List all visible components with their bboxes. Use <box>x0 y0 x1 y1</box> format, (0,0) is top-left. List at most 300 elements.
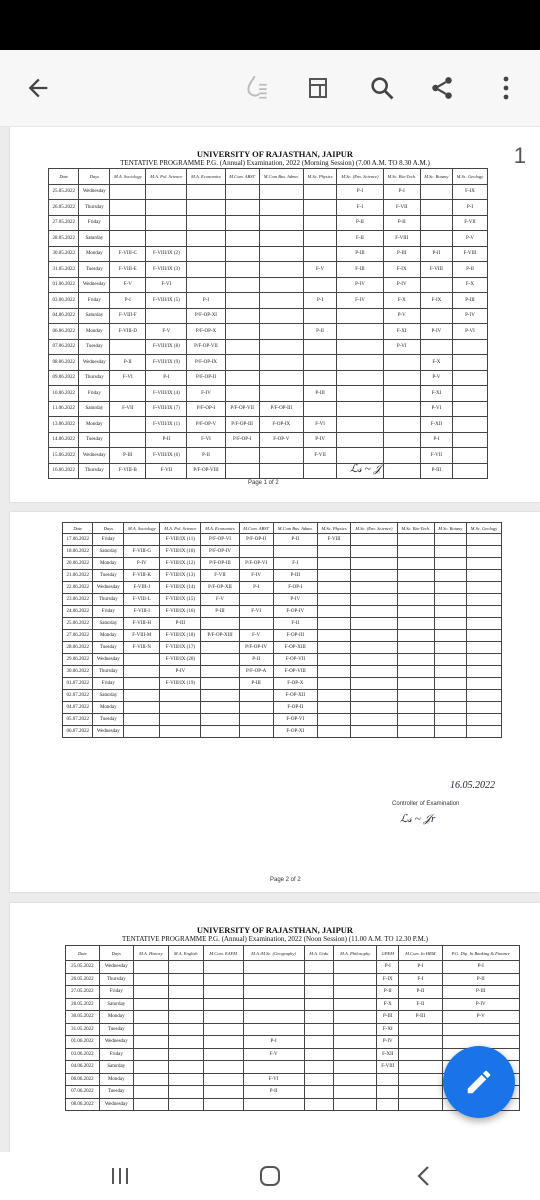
table-cell <box>377 1073 399 1086</box>
column-header: M.A. English <box>168 946 203 961</box>
table-cell: 30.05.2022 <box>49 246 79 262</box>
table-cell <box>397 618 434 630</box>
table-cell: P-II <box>399 986 442 999</box>
table-cell <box>273 546 317 558</box>
table-cell: 02.07.2022 <box>63 690 93 702</box>
back-chevron-icon[interactable] <box>394 1152 454 1200</box>
pencil-icon <box>464 1067 494 1097</box>
table-cell: P-IV <box>273 594 317 606</box>
table-cell: F-VIII <box>377 1061 399 1074</box>
table-cell: P-I <box>110 293 146 309</box>
page3-title: UNIVERSITY OF RAJASTHAN, JAIPUR <box>196 925 354 935</box>
table-cell <box>351 654 397 666</box>
column-header: M.Sc. (Env. Science) <box>351 523 397 534</box>
table-cell: 03.06.2022 <box>49 293 79 309</box>
table-cell <box>420 184 452 200</box>
table-cell: Monday <box>93 630 124 642</box>
table-cell <box>303 200 336 216</box>
table-cell: Monday <box>93 558 124 570</box>
table-cell <box>334 1036 377 1049</box>
table-cell: P-III <box>452 293 487 309</box>
table-cell <box>434 594 466 606</box>
table-cell <box>243 1061 304 1074</box>
table-cell: P-VI <box>452 324 487 340</box>
table-cell <box>187 231 225 247</box>
table-cell: 21.06.2022 <box>63 570 93 582</box>
table-cell <box>243 973 304 986</box>
table-cell <box>351 726 397 738</box>
table-cell <box>397 630 434 642</box>
table-cell <box>201 618 239 630</box>
table-cell <box>239 690 273 702</box>
column-header: M.Sc. Physics <box>303 169 336 185</box>
table-cell: F-OP-XII <box>273 690 317 702</box>
table-cell <box>466 594 501 606</box>
table-cell <box>351 582 397 594</box>
column-header: M.Com. EAFM <box>203 946 243 961</box>
table-row <box>49 432 488 448</box>
table-cell: P-II <box>110 355 146 371</box>
table-cell: Saturday <box>79 308 110 324</box>
table-cell <box>317 714 350 726</box>
table-row <box>63 714 502 726</box>
table-cell <box>334 1098 377 1111</box>
table-cell <box>304 1061 334 1074</box>
table-cell <box>110 184 146 200</box>
table-cell <box>351 642 397 654</box>
table-cell <box>334 1011 377 1024</box>
table-row <box>63 678 502 690</box>
table-cell: P-I <box>420 432 452 448</box>
table-cell <box>304 1023 334 1036</box>
table-cell <box>383 401 420 417</box>
page1-subtitle: TENTATIVE PROGRAMME P.G. (Annual) Examination, 2022 (Morning Session) (7.00 A.M. TO 8.30 A.M.) <box>120 159 430 167</box>
table-cell: F-VIII-N <box>124 642 160 654</box>
table-cell: F-II <box>273 618 317 630</box>
table-cell <box>351 618 397 630</box>
table-cell <box>434 534 466 546</box>
table-cell <box>259 355 303 371</box>
table-cell <box>397 666 434 678</box>
table-row <box>49 246 488 262</box>
column-header: GPEM <box>377 946 399 961</box>
table-cell: P-II <box>146 432 187 448</box>
table-cell <box>259 246 303 262</box>
table-cell <box>168 1036 203 1049</box>
table-cell: Friday <box>99 986 133 999</box>
table-cell: Wednesday <box>93 726 124 738</box>
table-cell: P-IV <box>160 666 201 678</box>
table-cell <box>304 1073 334 1086</box>
table-cell: F-IX <box>420 293 452 309</box>
pdf-viewer[interactable] <box>0 127 540 1152</box>
table-cell <box>304 1098 334 1111</box>
table-cell: F-VII <box>303 448 336 464</box>
table-cell <box>334 973 377 986</box>
back-arrow-icon[interactable] <box>14 50 62 126</box>
table-cell: 27.05.2022 <box>66 986 100 999</box>
table-cell: Saturday <box>93 546 124 558</box>
search-icon[interactable] <box>358 50 406 126</box>
table-cell: P/F-OP-XIII <box>201 630 239 642</box>
table-cell: 06.07.2022 <box>63 726 93 738</box>
table-cell <box>337 448 383 464</box>
column-header: Date <box>66 946 100 961</box>
table-cell: F-VIII <box>452 246 487 262</box>
table-cell <box>351 666 397 678</box>
table-row <box>63 558 502 570</box>
table-cell: P/F-OP-III <box>225 417 259 433</box>
table-cell <box>201 726 239 738</box>
table-cell: P/F-OP-X <box>187 324 225 340</box>
table-cell: F-VIII-J <box>124 582 160 594</box>
table-cell: 24.06.2022 <box>63 606 93 618</box>
document-outline-icon[interactable] <box>294 50 342 126</box>
table-cell: P-II <box>187 448 225 464</box>
table-cell <box>304 1036 334 1049</box>
table-cell: Thursday <box>79 200 110 216</box>
table-cell: 09.06.2022 <box>49 370 79 386</box>
table-cell: F-VIII/IX (7) <box>146 401 187 417</box>
table-cell <box>160 714 201 726</box>
table-cell <box>317 594 350 606</box>
table-cell <box>259 184 303 200</box>
table-cell: P-V <box>383 308 420 324</box>
table-cell: F-VII <box>201 570 239 582</box>
table-cell: 22.06.2022 <box>63 582 93 594</box>
table-cell <box>124 690 160 702</box>
table-cell <box>146 215 187 231</box>
table-cell <box>337 432 383 448</box>
table-cell <box>303 231 336 247</box>
schedule-table-morning-1 <box>48 168 488 479</box>
table-cell <box>203 1036 243 1049</box>
table-cell: F-VIII-K <box>124 570 160 582</box>
table-cell <box>225 293 259 309</box>
table-cell <box>168 1061 203 1074</box>
table-cell <box>110 386 146 402</box>
table-cell: P-V <box>442 1011 519 1024</box>
table-cell: 25.06.2022 <box>63 618 93 630</box>
table-cell <box>434 558 466 570</box>
table-cell <box>259 200 303 216</box>
table-cell <box>225 262 259 278</box>
column-header: M.Sc. Bio-Tech. <box>383 169 420 185</box>
table-cell: P/F-OP-III <box>259 401 303 417</box>
table-cell <box>452 463 487 479</box>
table-cell: P-IV <box>124 558 160 570</box>
table-cell <box>434 702 466 714</box>
schedule-table-morning-2 <box>62 522 502 738</box>
share-icon[interactable] <box>418 50 466 126</box>
table-cell: F-IX <box>452 184 487 200</box>
table-cell <box>225 200 259 216</box>
table-cell <box>243 1098 304 1111</box>
table-cell <box>201 714 239 726</box>
table-row <box>63 606 502 618</box>
table-cell <box>399 1098 442 1111</box>
table-cell <box>334 1023 377 1036</box>
table-cell: Thursday <box>79 463 110 479</box>
table-cell: 16.06.2022 <box>49 463 79 479</box>
table-cell: F-VIII/IX (17) <box>160 642 201 654</box>
column-header: M.Sc. Bio-Tech. <box>397 523 434 534</box>
table-row <box>66 973 520 986</box>
table-cell <box>133 1098 168 1111</box>
table-cell <box>466 546 501 558</box>
table-cell <box>168 1098 203 1111</box>
table-cell: F-VIII-G <box>124 546 160 558</box>
table-cell: Wednesday <box>79 277 110 293</box>
table-cell: P-I <box>239 582 273 594</box>
table-cell <box>259 339 303 355</box>
table-cell <box>168 1023 203 1036</box>
column-header: Date <box>49 169 79 185</box>
table-cell <box>397 534 434 546</box>
table-cell <box>351 534 397 546</box>
table-row <box>49 200 488 216</box>
table-cell: P-I <box>377 961 399 974</box>
table-cell: P-II <box>420 246 452 262</box>
table-cell: P-I <box>243 1036 304 1049</box>
table-cell <box>351 690 397 702</box>
table-cell <box>351 678 397 690</box>
table-cell: P-IV <box>420 324 452 340</box>
table-cell <box>397 654 434 666</box>
table-cell: F-VIII/IX (11) <box>160 534 201 546</box>
recents-icon[interactable] <box>90 1152 150 1200</box>
table-cell <box>160 702 201 714</box>
table-cell <box>133 986 168 999</box>
column-header: M.A. Sociology <box>110 169 146 185</box>
table-row <box>66 986 520 999</box>
table-cell <box>337 401 383 417</box>
table-cell <box>133 1011 168 1024</box>
table-cell <box>337 386 383 402</box>
table-cell <box>225 215 259 231</box>
table-cell <box>466 570 501 582</box>
table-cell: F-I <box>399 973 442 986</box>
column-header: M.A./M.Sc. (Geography) <box>243 946 304 961</box>
table-cell: P-IV <box>377 1036 399 1049</box>
table-cell: F-II <box>337 231 383 247</box>
table-cell <box>317 630 350 642</box>
table-cell: F-VIII/IX (14) <box>160 582 201 594</box>
table-cell <box>225 370 259 386</box>
table-cell <box>434 726 466 738</box>
table-cell <box>434 582 466 594</box>
table-cell <box>203 1086 243 1099</box>
table-cell: Wednesday <box>99 1036 133 1049</box>
table-cell <box>397 642 434 654</box>
table-cell: Friday <box>99 1048 133 1061</box>
signature-mark-2: ℒ𝓈 ~ 𝒥r <box>400 813 436 825</box>
table-cell: 29.06.2022 <box>63 654 93 666</box>
table-cell <box>434 570 466 582</box>
table-cell <box>434 690 466 702</box>
table-cell <box>187 246 225 262</box>
table-cell <box>168 1073 203 1086</box>
table-cell <box>434 642 466 654</box>
ink-drop-icon[interactable] <box>233 50 281 126</box>
table-cell: F-VIII/IX (3) <box>146 262 187 278</box>
table-cell: P-IV <box>303 432 336 448</box>
page2-footer: Page 2 of 2 <box>270 877 301 883</box>
table-cell <box>317 654 350 666</box>
table-cell: 01.06.2022 <box>66 1036 100 1049</box>
table-cell: F-OP-V <box>259 432 303 448</box>
table-cell: P-I <box>303 293 336 309</box>
table-cell <box>334 1086 377 1099</box>
table-cell: F-I <box>273 558 317 570</box>
table-cell <box>133 1023 168 1036</box>
table-cell: F-II <box>399 998 442 1011</box>
table-cell <box>399 1023 442 1036</box>
table-cell: P-III <box>201 606 239 618</box>
table-row <box>49 448 488 464</box>
table-cell <box>337 308 383 324</box>
table-cell: P-IV <box>383 277 420 293</box>
table-cell <box>351 714 397 726</box>
table-row <box>49 401 488 417</box>
table-cell <box>239 618 273 630</box>
table-cell <box>133 1036 168 1049</box>
table-cell <box>124 666 160 678</box>
table-cell <box>124 654 160 666</box>
table-cell <box>397 606 434 618</box>
table-cell <box>317 702 350 714</box>
table-cell <box>124 702 160 714</box>
table-cell <box>187 262 225 278</box>
table-cell: 13.06.2022 <box>49 417 79 433</box>
table-cell: Monday <box>99 1011 133 1024</box>
table-cell: Wednesday <box>99 961 133 974</box>
table-row <box>49 339 488 355</box>
table-cell: 04.07.2022 <box>63 702 93 714</box>
table-cell: F-V <box>110 277 146 293</box>
table-cell <box>466 714 501 726</box>
signature-date: 16.05.2022 <box>450 780 495 791</box>
table-cell <box>304 1048 334 1061</box>
table-cell <box>351 558 397 570</box>
table-cell: 01.07.2022 <box>63 678 93 690</box>
table-cell: F-OP-X <box>273 678 317 690</box>
table-cell: P-III <box>110 448 146 464</box>
table-cell: Friday <box>93 606 124 618</box>
table-cell <box>334 1061 377 1074</box>
table-row <box>66 1036 520 1049</box>
table-cell <box>168 1011 203 1024</box>
column-header: M.Sc. Geology <box>466 523 501 534</box>
table-cell: P/F-OP-IX <box>187 355 225 371</box>
table-cell: P-III <box>383 246 420 262</box>
table-cell: F-X <box>452 277 487 293</box>
table-cell: Tuesday <box>93 570 124 582</box>
table-cell: P-III <box>160 618 201 630</box>
table-cell: Monday <box>79 246 110 262</box>
table-cell <box>351 606 397 618</box>
table-cell: P-II <box>377 986 399 999</box>
table-cell <box>397 546 434 558</box>
table-cell <box>201 654 239 666</box>
table-cell <box>420 200 452 216</box>
table-cell <box>420 277 452 293</box>
column-header: M.A. History <box>133 946 168 961</box>
table-row <box>63 666 502 678</box>
table-cell: F-X <box>377 998 399 1011</box>
table-cell <box>334 961 377 974</box>
table-cell <box>168 986 203 999</box>
table-row <box>49 370 488 386</box>
pdf-page-1 <box>10 127 540 502</box>
table-cell <box>225 246 259 262</box>
page1-title: UNIVERSITY OF RAJASTHAN, JAIPUR <box>196 149 354 159</box>
table-cell <box>452 401 487 417</box>
table-cell: P-I <box>442 961 519 974</box>
table-cell: P/F-OP-III <box>201 558 239 570</box>
table-cell: F-VIII/IX (1) <box>146 417 187 433</box>
table-row <box>63 618 502 630</box>
table-cell: P/F-OP-II <box>187 370 225 386</box>
table-cell <box>337 355 383 371</box>
table-cell <box>337 417 383 433</box>
table-cell: P-IV <box>452 308 487 324</box>
table-cell: 27.05.2022 <box>49 215 79 231</box>
table-cell: F-VIII/IX (4) <box>146 386 187 402</box>
more-vert-icon[interactable] <box>486 50 526 126</box>
table-cell <box>317 690 350 702</box>
table-cell <box>259 231 303 247</box>
table-cell: F-VI <box>303 417 336 433</box>
table-cell: Saturday <box>79 231 110 247</box>
column-header: M.Sc. (Env. Science) <box>337 169 383 185</box>
column-header: M.Com. ABST <box>225 169 259 185</box>
pdf-page-2 <box>10 512 540 892</box>
table-cell <box>334 986 377 999</box>
table-cell <box>466 654 501 666</box>
table-cell <box>160 690 201 702</box>
table-cell <box>203 973 243 986</box>
table-cell: P-I <box>146 370 187 386</box>
page1-footer: Page 1 of 2 <box>248 480 279 486</box>
table-cell: F-VIII <box>317 534 350 546</box>
table-cell: 07.06.2022 <box>49 339 79 355</box>
table-cell: Saturday <box>93 690 124 702</box>
table-cell: F-VIII-I <box>124 606 160 618</box>
table-cell: F-VIII/IX (20) <box>160 654 201 666</box>
table-row <box>66 1011 520 1024</box>
table-cell: F-III <box>337 262 383 278</box>
table-row <box>63 534 502 546</box>
table-cell: P-I <box>452 200 487 216</box>
table-cell <box>203 1098 243 1111</box>
table-cell <box>225 448 259 464</box>
table-cell: P/F-OP-VII <box>225 401 259 417</box>
table-cell: 30.05.2022 <box>66 1011 100 1024</box>
table-cell <box>434 678 466 690</box>
edit-fab[interactable] <box>443 1046 515 1118</box>
table-cell: 18.06.2022 <box>63 546 93 558</box>
table-cell <box>203 961 243 974</box>
table-cell: 31.05.2022 <box>49 262 79 278</box>
table-cell <box>452 386 487 402</box>
table-cell: F-V <box>146 324 187 340</box>
home-icon[interactable] <box>240 1152 300 1200</box>
table-cell: F-VI <box>243 1073 304 1086</box>
table-cell <box>110 339 146 355</box>
table-cell: F-VIII/IX (15) <box>160 594 201 606</box>
table-row <box>63 702 502 714</box>
